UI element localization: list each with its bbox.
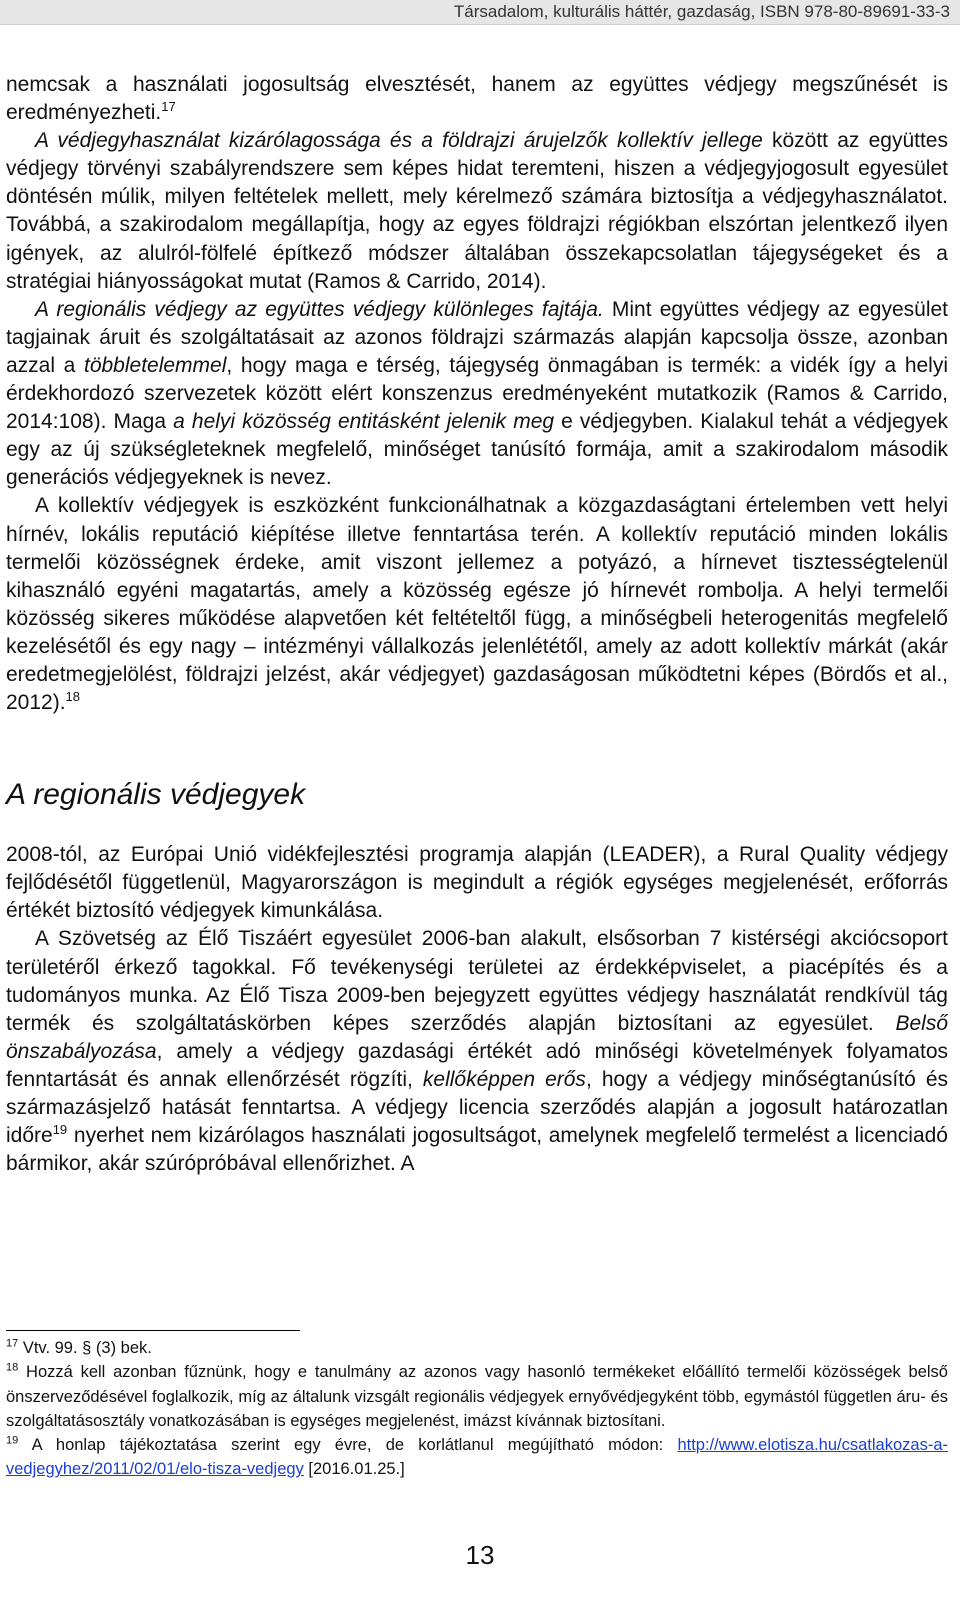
footnote-number: 19 bbox=[6, 1434, 19, 1447]
footnote-19 bbox=[6, 1433, 948, 1482]
footnote-date: [2016.01.25.] bbox=[303, 1460, 405, 1479]
emphasis: a helyi közösség entitásként jelenik meg bbox=[173, 410, 555, 434]
footnote-text: Hozzá kell azonban fűznünk, hogy e tanulmány az azonos vagy hasonló termékeket előállító termelői közösségek belső önszerveződésével foglalkozik, míg az általunk vizsgált regionális védjegyek ernyővédjegyként több, egymástól független áru- és szolgáltatásosztály vonatkozásában is egységes megjelenést, imázst kívánnak biztosítani. bbox=[6, 1363, 948, 1430]
text-run: A Szövetség az Élő Tiszáért egyesület 2006-ban alakult, elsősorban 7 kistérségi akciócsoport területéről érkező tagokkal. Fő tevékenységi területei az érdekképviselet, a piacépítés és a tudományos munka. Az Élő Tisza 2009-ben bejegyzett együttes védjegy használatát rendkívül tág termék és szolgáltatáskörben képes szerződés alapján biztosítani az egyesület. bbox=[6, 927, 948, 1035]
emphasis: A regionális védjegy az együttes védjegy különleges fajtája. bbox=[35, 297, 604, 321]
running-header: Társadalom, kulturális háttér, gazdaság, ISBN 978-80-89691-33-3 bbox=[0, 0, 960, 25]
paragraph bbox=[6, 71, 948, 127]
text-run: 2008-tól, az Európai Unió vidékfejlesztési programja alapján (LEADER), a Rural Quality védjegy fejlődésétől függetlenül, Magyarországon is megindult a régiók egységes megjelenését, erőforrás értékét biztosító védjegyek kimunkálása. bbox=[6, 843, 948, 923]
main-text bbox=[6, 71, 948, 1178]
emphasis: A védjegyhasználat kizárólagossága és a földrajzi árujelzők kollektív jellege bbox=[35, 129, 763, 153]
emphasis: kellőképpen erős bbox=[422, 1067, 586, 1091]
page-number: 13 bbox=[465, 1540, 495, 1570]
text-run: között az együttes védjegy törvényi szabályrendszere sem képes hidat teremteni, hiszen a védjegyjogosult egyesület döntésén múlik, milyen feltételek mellett, mely kérelmező számára biztosítja a védjegyhasználatot. Továbbá, a szakirodalom megállapítja, hogy az egyes földrajzi régiókban elszórtan jelentkező ilyen igények, az alulról-fölfelé építkező módszer általában összekapcsolatlan tájegységeket és a stratégiai hiányosságokat mutat (Ramos & Carrido, 2014). bbox=[6, 129, 948, 293]
paragraph bbox=[6, 925, 948, 1178]
footnote-divider bbox=[6, 1330, 300, 1331]
footnote-ref-19[interactable]: 19 bbox=[52, 1122, 68, 1138]
section-heading: A regionális védjegyek bbox=[6, 778, 306, 812]
footnotes bbox=[6, 1336, 948, 1482]
emphasis: többletelemmel bbox=[83, 353, 227, 377]
footnote-link[interactable]: http://www.elotisza.hu/csatlakozas-a-vedjegyhez/2011/02/01/elo-tisza-vedjegy bbox=[6, 1436, 948, 1479]
paragraph bbox=[6, 296, 948, 493]
text-run: nyerhet nem kizárólagos használati jogosultságot, amelynek megfelelő termelést a licenciadó bármikor, akár szúrópróbával ellenőrizhet. A bbox=[6, 1124, 948, 1176]
footnote-number: 17 bbox=[6, 1337, 19, 1350]
footnote-ref-17[interactable]: 17 bbox=[161, 99, 176, 115]
paragraph bbox=[6, 127, 948, 296]
text-run: nemcsak a használati jogosultság elvesztését, hanem az együttes védjegy megszűnését is eredményezheti. bbox=[6, 73, 948, 125]
text-run: , amely a védjegy gazdasági értékét adó minőségi követelmények folyamatos fenntartását és annak ellenőrzését rögzíti, bbox=[6, 1039, 948, 1091]
text-run: Mint együttes védjegy az egyesület tagjainak áruit és szolgáltatásait az azonos földrajzi származás alapján kapcsolja össze, azonban azzal a bbox=[6, 297, 948, 377]
footnote-text: Vtv. 99. § (3) bek. bbox=[18, 1339, 152, 1357]
footnote-17 bbox=[6, 1336, 948, 1360]
footnote-text: A honlap tájékoztatása szerint egy évre, de korlátlanul megújítható módon: bbox=[18, 1436, 678, 1455]
paragraph bbox=[6, 492, 948, 717]
text-run: , hogy a védjegy minőségtanúsító és származásjelző hatását fenntartsa. A védjegy licencia szerződés alapján a jogosult határozatlan időre bbox=[6, 1067, 948, 1148]
text-run: , hogy maga e térség, tájegység önmagában is termék: a vidék így a helyi érdekhordozó szervezetek között elért konszenzus eredményeként mutatkozik (Ramos & Carrido, 2014:108). Maga bbox=[6, 353, 949, 434]
section-heading-wrap bbox=[6, 717, 948, 841]
footnote-ref-18[interactable]: 18 bbox=[65, 689, 81, 705]
footnote-number: 18 bbox=[6, 1361, 19, 1374]
text-run: A kollektív védjegyek is eszközként funkcionálhatnak a közgazdaságtani értelemben vett helyi hírnév, lokális reputáció kiépítése illetve fenntartása terén. A kollektív reputáció minden lokális termelői közösségnek érdeke, amit viszont jellemez a potyázó, a hírnevet tisztességtelenül kihasználó egyéni magatartás, amely a közösség egésze jó hírnevét rombolja. A helyi termelői közösség sikeres működése alapvetően két feltételtől függ, a minőségbeli heterogenitás megfelelő kezelésétől és egy nagy – intézményi vállalkozás jelenlététől, amely az adott kollektív márkát (akár eredetmegjelölést, földrajzi jelzést, akár védjegyet) gazdaságosan működtetni képes (Bördős et al., 2012). bbox=[6, 494, 948, 715]
text-run: e védjegyben. Kialakul tehát a védjegyek egy az új szükségleteknek megfelelő, minőséget tanúsító formája, amit a szakirodalom második generációs védjegyeknek is nevez. bbox=[6, 410, 948, 490]
footnote-18 bbox=[6, 1360, 948, 1433]
paragraph bbox=[6, 841, 948, 925]
emphasis: Belső önszabályozása bbox=[6, 1011, 948, 1063]
